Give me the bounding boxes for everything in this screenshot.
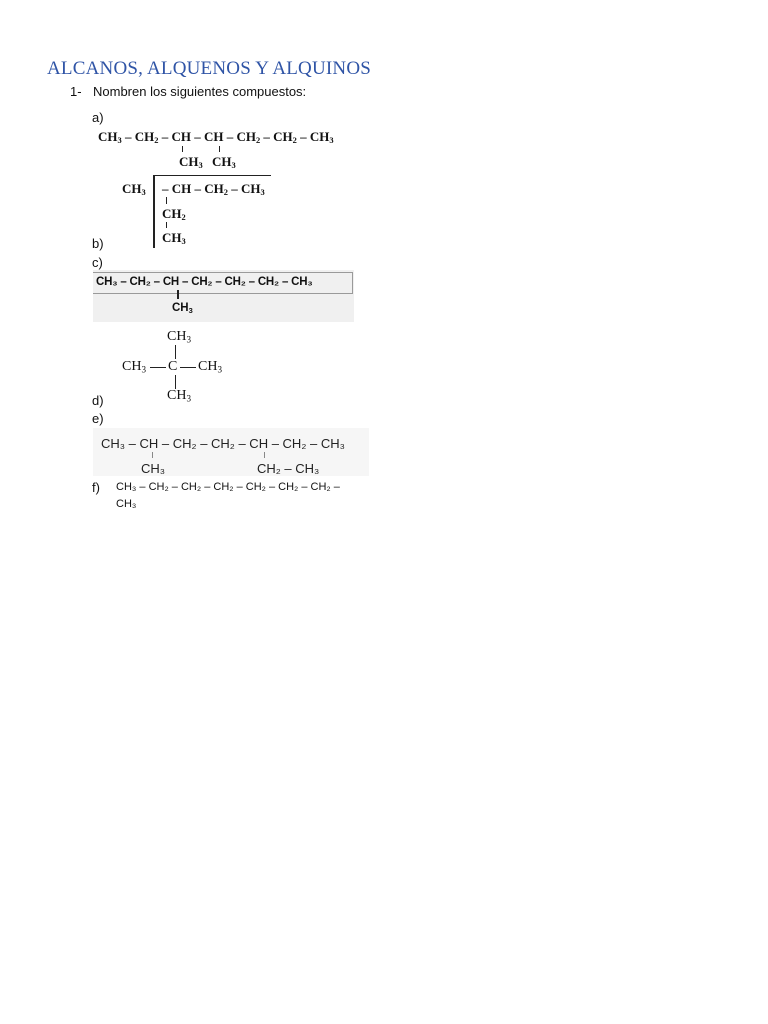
label-f: f) (92, 480, 100, 495)
compound-c-branch: $CH_3$ (172, 302, 193, 315)
compound-d-bond-right (180, 367, 196, 368)
compound-e-bond-2 (264, 452, 265, 458)
compound-b-top-chain: – CH – $CH_2 - CH_3$ (162, 181, 265, 198)
compound-b-left: $CH_3$ (122, 181, 146, 198)
compound-d-right: $CH_3$ (198, 359, 222, 375)
question-number: 1- (70, 84, 82, 99)
label-c: c) (92, 255, 103, 270)
compound-f-line-1: CH₃ – CH₂ – CH₂ – CH₂ – CH₂ – CH₂ – CH₂ – (116, 481, 340, 493)
compound-e-main-chain: CH₃ – CH – CH₂ – CH₂ – CH – CH₂ – CH₃ (101, 436, 345, 451)
label-d: d) (92, 393, 104, 408)
compound-d-bond-bottom (175, 375, 176, 389)
compound-e-branch-2: CH₂ – CH₃ (257, 461, 320, 476)
label-a: a) (92, 110, 104, 125)
compound-f-line-2: CH₃ (116, 498, 137, 510)
compound-e-branch-1: CH₃ (141, 461, 166, 476)
compound-e-bond-1 (152, 452, 153, 458)
compound-a-substituent-1: $CH_3$ (179, 154, 203, 171)
compound-b-down-2: $CH_3$ (162, 230, 186, 247)
question-text: Nombren los siguientes compuestos: (93, 84, 307, 99)
label-b: b) (92, 236, 104, 251)
compound-a-substituent-2: $CH_3$ (212, 154, 236, 171)
compound-b-bracket-vertical (153, 175, 155, 248)
compound-d-top: $CH_3$ (167, 329, 191, 345)
label-e: e) (92, 411, 104, 426)
compound-b-bracket-top (153, 175, 271, 176)
compound-d-center: C (168, 359, 178, 374)
compound-d-bottom: $CH_3$ (167, 388, 191, 404)
page-title: ALCANOS, ALQUENOS Y ALQUINOS (47, 58, 372, 79)
compound-a-bond-2 (219, 146, 220, 152)
compound-a-bond-1 (182, 146, 183, 152)
compound-d-bond-top (175, 345, 176, 359)
compound-d-bond-left (150, 367, 166, 368)
compound-b-bond-1 (166, 197, 167, 204)
compound-d-left: $CH_3$ (122, 359, 146, 375)
compound-c-main-chain: CH₃ – CH₂ – CH – CH₂ – CH₂ – CH₂ – CH₃ (96, 276, 313, 288)
compound-b-bond-2 (166, 222, 167, 228)
compound-b-down-1: $CH_2$ (162, 206, 186, 223)
compound-a-main-chain: $CH_3 - CH_2$ – CH – CH – $CH_2 - CH_2 - CH_3$ (98, 129, 334, 146)
compound-c-bond (177, 290, 179, 299)
